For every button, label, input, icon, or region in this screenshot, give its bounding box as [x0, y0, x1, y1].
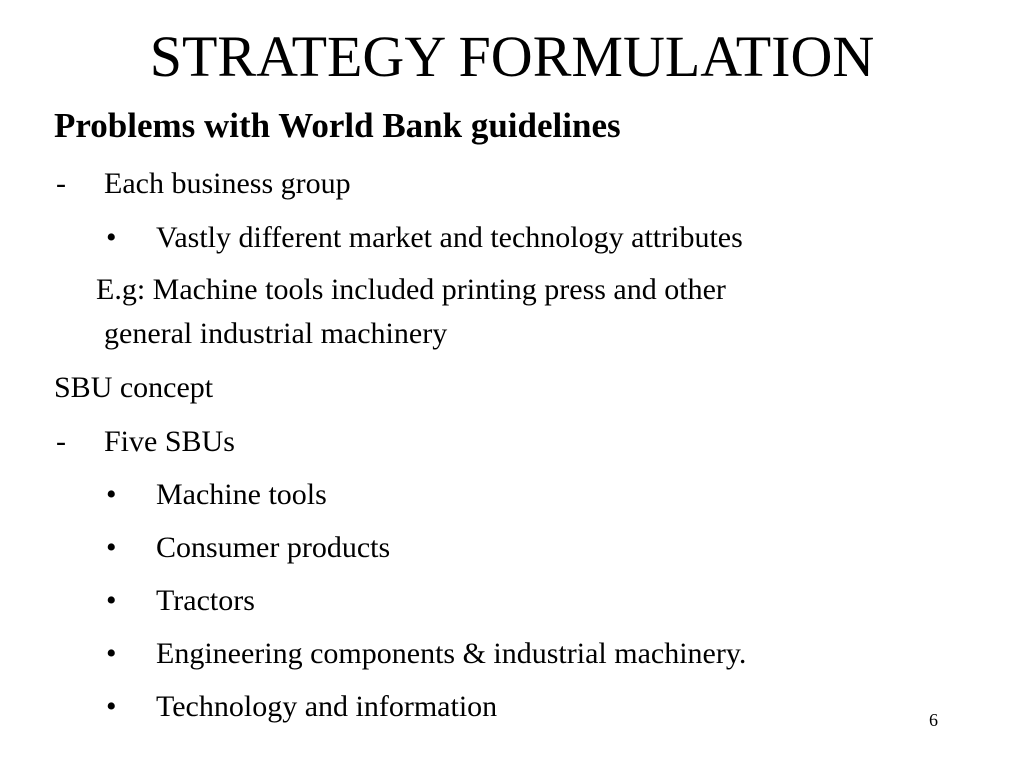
bullet-marker: • [106, 690, 117, 723]
page-number: 6 [929, 710, 938, 730]
list-item: Each business group [104, 167, 351, 200]
dash-marker: - [56, 425, 66, 458]
example-line-continued: general industrial machinery [104, 317, 448, 350]
bullet-marker: • [106, 637, 117, 670]
bullet-marker: • [106, 584, 117, 617]
example-line: E.g: Machine tools included printing press and other [96, 273, 726, 306]
list-item: Technology and information [156, 690, 498, 723]
list-item: Tractors [156, 584, 255, 617]
bullet-marker: • [106, 478, 117, 511]
section-heading: Problems with World Bank guidelines [54, 106, 621, 145]
list-item: SBU concept [54, 371, 214, 404]
bullet-marker: • [106, 221, 117, 254]
list-item: Consumer products [156, 531, 391, 564]
list-item: Vastly different market and technology attributes [156, 221, 743, 254]
list-item: Engineering components & industrial machinery. [156, 637, 747, 670]
list-item: Machine tools [156, 478, 327, 511]
list-item: Five SBUs [104, 425, 235, 458]
dash-marker: - [56, 167, 66, 200]
bullet-marker: • [106, 531, 117, 564]
slide-title: STRATEGY FORMULATION [149, 24, 875, 89]
